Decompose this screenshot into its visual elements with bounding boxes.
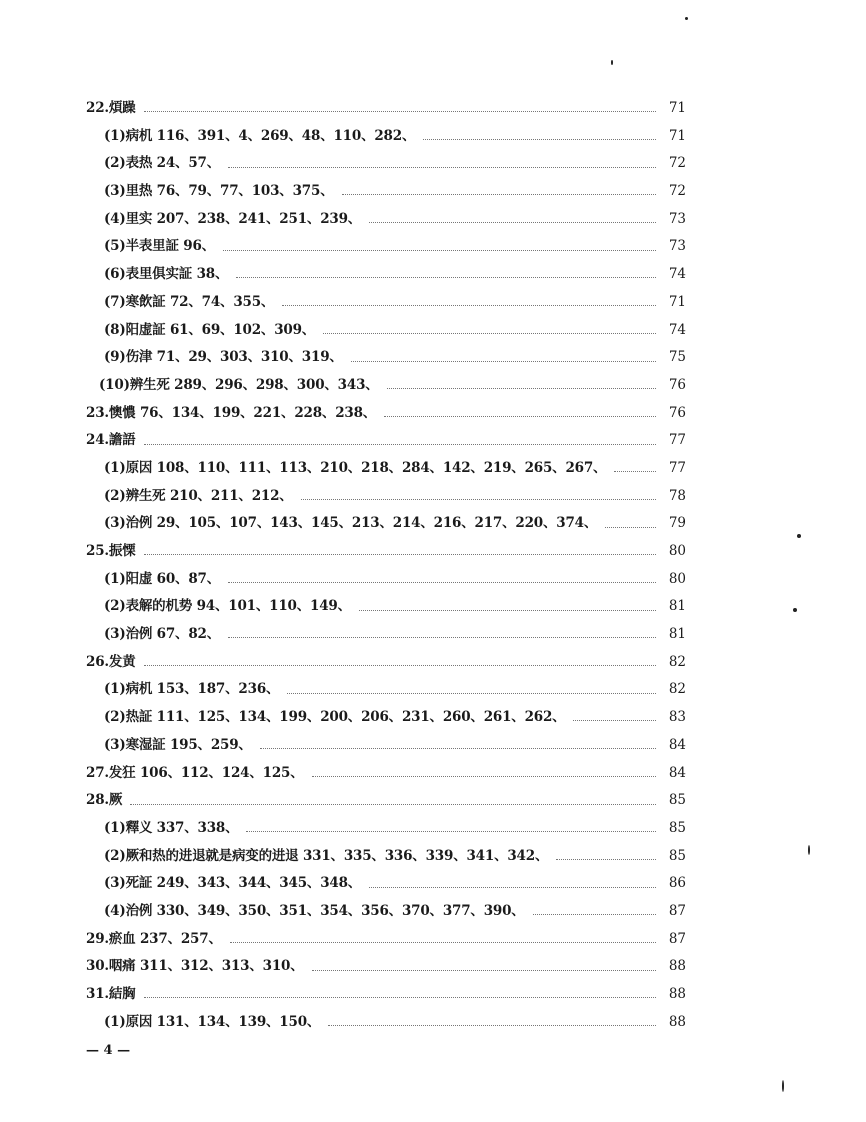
toc-sub-entry — [86, 344, 686, 372]
entry-page-number: 76 — [668, 376, 686, 393]
dot-leader — [228, 167, 656, 168]
dot-leader — [130, 804, 656, 805]
entry-page-number: 85 — [668, 847, 686, 864]
toc-sub-entry — [86, 870, 686, 898]
dot-leader — [328, 1025, 656, 1026]
entry-label: (3)死証 249、343、344、345、348、 — [104, 875, 362, 892]
toc-sub-entry — [86, 178, 686, 206]
dot-leader — [342, 194, 657, 195]
entry-label: (2)厥和热的进退就是病变的进退 331、335、336、339、341、342、 — [104, 847, 549, 864]
entry-label: (1)原因 131、134、139、150、 — [104, 1013, 321, 1030]
dot-leader — [144, 444, 657, 445]
scan-speck — [685, 17, 688, 20]
entry-label: 24.譫語 — [86, 432, 136, 449]
dot-leader — [236, 277, 656, 278]
scan-speck — [797, 534, 801, 538]
entry-page-number: 84 — [668, 764, 686, 781]
entry-label: (1)病机 153、187、236、 — [104, 681, 280, 698]
dot-leader — [144, 665, 657, 666]
entry-label: (7)寒飲証 72、74、355、 — [104, 293, 275, 310]
toc-heading-entry — [86, 400, 686, 428]
entry-page-number: 76 — [668, 404, 686, 421]
dot-leader — [246, 831, 656, 832]
toc-heading-entry — [86, 95, 686, 123]
toc-sub-entry — [86, 261, 686, 289]
entry-page-number: 79 — [668, 515, 686, 532]
entry-label: (4)治例 330、349、350、351、354、356、370、377、390、 — [104, 902, 525, 919]
entry-page-number: 88 — [668, 1013, 686, 1030]
entry-label: 22.煩躁 — [86, 100, 136, 116]
entry-page-number: 85 — [668, 792, 686, 809]
dot-leader — [423, 139, 656, 140]
scan-speck — [793, 608, 797, 612]
entry-page-number: 73 — [668, 210, 686, 227]
entry-label: (10)辨生死 289、296、298、300、343、 — [99, 376, 379, 393]
dot-leader — [387, 388, 656, 389]
toc-sub-entry — [86, 150, 686, 178]
dot-leader — [533, 914, 656, 915]
entry-label: (2)表解的机势 94、101、110、149、 — [104, 598, 351, 615]
entry-label: (3)治例 67、82、 — [104, 626, 221, 643]
entry-label: (8)阳虚証 61、69、102、309、 — [104, 321, 316, 338]
table-of-contents — [86, 95, 686, 1036]
toc-heading-entry — [86, 926, 686, 954]
entry-page-number: 88 — [668, 958, 686, 975]
scan-speck — [782, 1080, 784, 1092]
entry-label: (2)辨生死 210、211、212、 — [104, 487, 293, 504]
toc-sub-entry — [86, 815, 686, 843]
entry-label: 28.厥 — [86, 792, 123, 809]
entry-page-number: 84 — [668, 736, 686, 753]
dot-leader — [556, 859, 656, 860]
entry-page-number: 80 — [668, 570, 686, 587]
entry-page-number: 81 — [668, 598, 686, 615]
entry-label: (1)阳虚 60、87、 — [104, 570, 221, 587]
entry-page-number: 74 — [668, 321, 686, 338]
dot-leader — [359, 610, 656, 611]
entry-page-number: 72 — [668, 155, 686, 172]
entry-label: 31.結胸 — [86, 986, 136, 1002]
toc-sub-entry — [86, 123, 686, 151]
dot-leader — [144, 111, 657, 112]
toc-sub-entry — [86, 621, 686, 649]
dot-leader — [260, 748, 656, 749]
toc-heading-entry — [86, 953, 686, 981]
dot-leader — [144, 997, 657, 998]
toc-heading-entry — [86, 649, 686, 677]
entry-label: (3)寒湿証 195、259、 — [104, 736, 252, 753]
dot-leader — [287, 693, 656, 694]
entry-label: (1)原因 108、110、111、113、210、218、284、142、219、265、267、 — [104, 459, 607, 476]
toc-heading-entry — [86, 787, 686, 815]
entry-label: (3)里热 76、79、77、103、375、 — [104, 183, 334, 200]
entry-page-number: 74 — [668, 266, 686, 283]
entry-label: (1)釋义 337、338、 — [104, 819, 239, 836]
scan-speck — [808, 845, 810, 855]
entry-page-number: 85 — [668, 819, 686, 836]
entry-page-number: 72 — [668, 183, 686, 200]
toc-sub-entry — [86, 233, 686, 261]
dot-leader — [301, 499, 656, 500]
entry-label: (4)里实 207、238、241、251、239、 — [104, 210, 362, 227]
entry-label: (9)伤津 71、29、303、310、319、 — [104, 349, 343, 366]
toc-sub-entry — [86, 676, 686, 704]
dot-leader — [369, 887, 656, 888]
dot-leader — [312, 776, 656, 777]
dot-leader — [605, 527, 656, 528]
toc-sub-entry — [86, 317, 686, 345]
entry-label: 25.振慄 — [86, 543, 136, 559]
toc-sub-entry — [86, 566, 686, 594]
entry-label: (2)表热 24、57、 — [104, 155, 221, 172]
dot-leader — [312, 970, 656, 971]
toc-sub-entry — [86, 898, 686, 926]
entry-page-number: 71 — [668, 293, 686, 310]
entry-page-number: 82 — [668, 653, 686, 670]
entry-page-number: 71 — [668, 127, 686, 144]
toc-heading-entry — [86, 427, 686, 455]
toc-sub-entry — [86, 704, 686, 732]
toc-sub-entry — [86, 372, 686, 400]
toc-sub-entry — [86, 1009, 686, 1037]
entry-page-number: 83 — [668, 709, 686, 726]
dot-leader — [144, 554, 657, 555]
toc-sub-entry — [86, 510, 686, 538]
dot-leader — [573, 720, 656, 721]
entry-page-number: 78 — [668, 487, 686, 504]
dot-leader — [351, 361, 656, 362]
toc-heading-entry — [86, 760, 686, 788]
entry-label: (2)热証 111、125、134、199、200、206、231、260、261、262、 — [104, 709, 566, 726]
dot-leader — [369, 222, 656, 223]
entry-label: (5)半表里証 96、 — [104, 238, 215, 255]
entry-label: (1)病机 116、391、4、269、48、110、282、 — [104, 127, 416, 144]
dot-leader — [228, 582, 656, 583]
toc-sub-entry — [86, 206, 686, 234]
entry-page-number: 82 — [668, 681, 686, 698]
entry-label: (3)治例 29、105、107、143、145、213、214、216、217、220、374、 — [104, 515, 598, 532]
dot-leader — [614, 471, 656, 472]
dot-leader — [228, 637, 656, 638]
dot-leader — [384, 416, 656, 417]
dot-leader — [230, 942, 656, 943]
entry-page-number: 71 — [668, 100, 686, 116]
toc-sub-entry — [86, 483, 686, 511]
entry-page-number: 87 — [668, 902, 686, 919]
entry-page-number: 86 — [668, 875, 686, 892]
entry-page-number: 77 — [668, 459, 686, 476]
toc-sub-entry — [86, 593, 686, 621]
entry-label: 23.懊憹 76、134、199、221、228、238、 — [86, 404, 377, 421]
entry-page-number: 88 — [668, 986, 686, 1002]
toc-heading-entry — [86, 981, 686, 1009]
dot-leader — [223, 250, 656, 251]
dot-leader — [323, 333, 656, 334]
toc-sub-entry — [86, 843, 686, 871]
entry-page-number: 75 — [668, 349, 686, 366]
entry-label: 29.瘀血 237、257、 — [86, 930, 222, 947]
page-number: — 4 — — [86, 1043, 131, 1058]
entry-label: 27.发狂 106、112、124、125、 — [86, 764, 304, 781]
toc-sub-entry — [86, 455, 686, 483]
entry-page-number: 77 — [668, 432, 686, 449]
scan-speck — [611, 60, 613, 65]
entry-label: 30.咽痛 311、312、313、310、 — [86, 958, 304, 975]
toc-sub-entry — [86, 289, 686, 317]
entry-label: (6)表里俱实証 38、 — [104, 266, 229, 283]
entry-page-number: 73 — [668, 238, 686, 255]
toc-sub-entry — [86, 732, 686, 760]
entry-page-number: 87 — [668, 930, 686, 947]
entry-page-number: 80 — [668, 543, 686, 559]
dot-leader — [282, 305, 656, 306]
entry-label: 26.发黄 — [86, 653, 136, 670]
toc-heading-entry — [86, 538, 686, 566]
entry-page-number: 81 — [668, 626, 686, 643]
